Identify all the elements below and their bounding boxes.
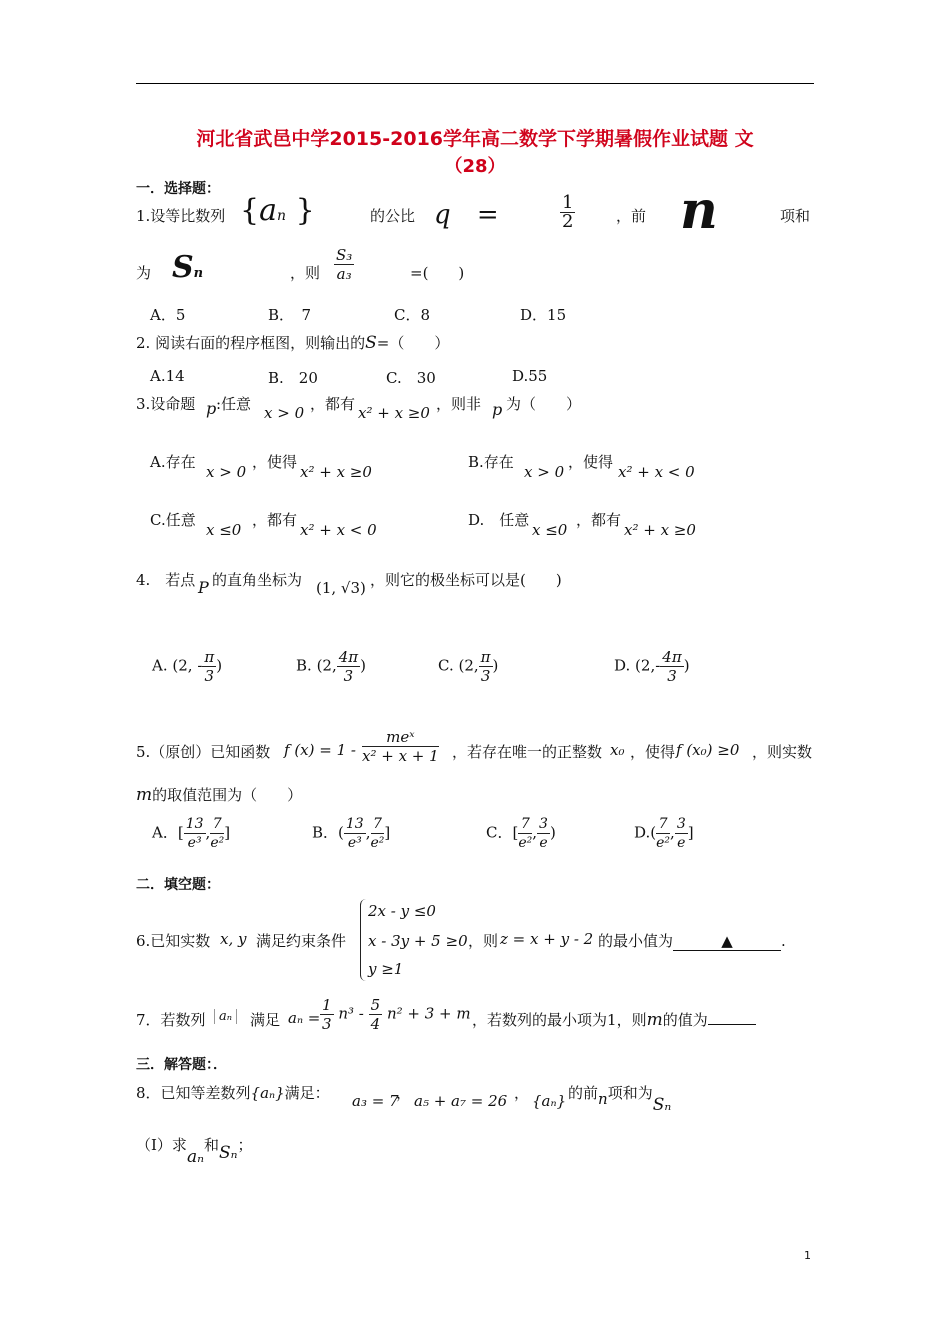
page-title-number: （28）: [444, 156, 506, 177]
q5-a-close: ]: [224, 823, 231, 842]
q7-an: aₙ: [214, 1009, 237, 1024]
q4-option-a[interactable]: [152, 648, 222, 685]
q4-b-den: 3: [343, 667, 354, 685]
q8-sep2: ，: [514, 1084, 530, 1102]
q4-a-post: ): [216, 656, 223, 675]
q2-option-d[interactable]: D.55: [512, 367, 548, 385]
q5-c-d2: e: [539, 835, 548, 851]
q3-colon: :任意: [216, 395, 252, 413]
q3-option-b[interactable]: [468, 451, 514, 472]
q5-b-open: (: [338, 823, 344, 842]
q5-end: ，则实数: [752, 743, 813, 761]
q5-a-n2: 7: [210, 815, 224, 834]
q8-Sn: Sₙ: [652, 1095, 672, 1115]
q8-mid: 满足：: [284, 1084, 330, 1102]
q3-end: 为（ ）: [506, 395, 582, 413]
q5-a-label: A．: [152, 823, 178, 842]
q5-f: f (x) = 1 -: [284, 741, 356, 759]
q5-option-a[interactable]: A．[ $\frac{13}{\text{e³}}$ , $\frac{7}{\text{e²}}$ ]: [152, 816, 231, 851]
header-rule: [136, 83, 814, 84]
q5-x0: x₀: [610, 741, 625, 759]
q1-q: [434, 200, 499, 230]
q5-a-n1: 13: [185, 816, 204, 832]
q7-answer-blank[interactable]: [708, 1010, 756, 1025]
q5-option-c[interactable]: C．[ $\frac{7}{\text{e²}}$ , $\frac{3}{e}$ ): [486, 816, 556, 851]
q7-n2: 5: [370, 996, 381, 1014]
q1-tail: 项和: [780, 207, 811, 225]
q4-end: ，则它的极坐标可以是( ): [370, 571, 562, 589]
q2-S: S: [365, 333, 377, 353]
q4-a-label: A.: [152, 656, 168, 675]
q2-option-b[interactable]: B. 20: [268, 369, 318, 387]
q4-P: P: [198, 578, 209, 597]
q8-part1-a: aₙ: [186, 1147, 204, 1167]
q6-then: ，则: [468, 932, 499, 950]
q4-mid: 的直角坐标为: [212, 571, 303, 589]
q5-frac: [362, 728, 439, 765]
q8-part1: [136, 1134, 253, 1167]
q8-e2: a₅ + a₇ = 26: [414, 1092, 508, 1110]
q3-d-cond: x ≤0: [532, 521, 568, 539]
q3-a-cond: x > 0: [206, 463, 247, 481]
q8-prefix: 8．已知等差数列: [136, 1084, 251, 1102]
q8-part1-S: Sₙ: [218, 1143, 238, 1163]
q5-b-d2: e²: [370, 835, 385, 851]
q8-line: [136, 1082, 330, 1103]
q8-mid3: 项和为: [607, 1084, 653, 1102]
q1-line2-prefix: 为: [136, 264, 152, 282]
q5-option-b[interactable]: B．( $\frac{13}{\text{e³}}$ , $\frac{7}{\text{e²}}$ ]: [312, 816, 391, 851]
q5-num: meˣ: [362, 728, 439, 747]
q4-d-num: 4π: [662, 648, 682, 666]
q1-ratio-text: 的公比: [370, 207, 416, 225]
q4-option-c[interactable]: [438, 648, 498, 685]
q7-end: 的值为: [662, 1011, 708, 1029]
q7-one: 1: [607, 1011, 617, 1029]
q3-b-label: B.存在: [468, 453, 514, 471]
q3-d-label: D. 任意: [468, 511, 530, 529]
q4-c-den: 3: [480, 667, 491, 685]
q8-tail: [568, 1082, 671, 1115]
q1-half-den: 2: [562, 211, 574, 232]
q2-option-c[interactable]: C. 30: [386, 369, 436, 387]
page-title: 河北省武邑中学2015-2016学年高二数学下学期暑假作业试题 文: [196, 128, 754, 150]
q7-an2: aₙ =: [288, 1009, 321, 1027]
q3-c-expr: x² + x < 0: [300, 521, 377, 539]
q3-option-c[interactable]: [150, 509, 196, 530]
q6-end-text: 的最小值为: [598, 932, 674, 950]
q1-option-d[interactable]: D．15: [520, 306, 567, 324]
q1-frac: [334, 246, 354, 283]
q5-a-d1: e³: [187, 835, 202, 851]
q1-then: ，则: [290, 264, 321, 282]
q5-ineq: f (x₀) ≥0: [676, 741, 740, 759]
q7-d2: 4: [370, 1015, 381, 1033]
q1-brace-open: {: [240, 193, 260, 228]
triangle-icon: ▲: [721, 932, 733, 950]
q7-mid: 满足: [250, 1011, 281, 1029]
q3-option-a[interactable]: [150, 451, 196, 472]
q4-d-pre: (2,-: [635, 656, 661, 675]
q1-n-big: n: [680, 180, 718, 241]
q6-c2: x - 3y + 5 ≥0: [368, 932, 468, 950]
q3-mid: ，都有: [310, 395, 356, 413]
q6-mid: 满足约束条件: [256, 932, 347, 950]
q1-eq: =: [476, 200, 499, 230]
q4-d-post: ): [683, 656, 690, 675]
q5-d-d1: e²: [656, 835, 671, 851]
q4-b-post: ): [360, 656, 367, 675]
q4-d-label: D.: [614, 656, 631, 675]
q5-line2-text: 的取值范围为（ ）: [152, 786, 303, 804]
q2-option-a[interactable]: A.14: [150, 367, 185, 385]
q7-d1: 3: [322, 1015, 332, 1033]
q7-mid2: [472, 1009, 756, 1030]
q3-d-mid: ，都有: [576, 511, 622, 529]
q4-a-den: 3: [204, 667, 215, 685]
q3-b-cond: x > 0: [524, 463, 565, 481]
q4-option-b[interactable]: [296, 648, 366, 685]
q3-a-label: A.存在: [150, 453, 196, 471]
q5-c-d1: e²: [518, 835, 533, 851]
q3-a-mid: ，使得: [252, 453, 298, 471]
q1-option-b[interactable]: B． 7: [268, 306, 312, 324]
q5-c-open: [: [512, 823, 519, 842]
q6-vars: x, y: [220, 930, 247, 948]
q5-d-n1: 7: [656, 815, 670, 834]
q5-b-n1: 13: [345, 816, 364, 832]
q1-prefix: 1.设等比数列: [136, 207, 226, 225]
q1-S: [172, 250, 203, 285]
q8-an: {aₙ}: [250, 1084, 285, 1102]
q4-b-pre: (2,: [316, 656, 337, 675]
q1-brace-close: }: [295, 193, 315, 228]
q4-c-post: ): [492, 656, 499, 675]
q7-mid2-text: ，若数列的最小项为: [472, 1011, 608, 1029]
q8-part1-label: （Ⅰ）求: [136, 1136, 187, 1154]
q5-b-label: B．: [312, 823, 339, 842]
q5-c-n2: 3: [539, 816, 548, 832]
q1-frac-den: a₃: [336, 265, 352, 283]
q1-sequence: [240, 193, 315, 228]
q1-a: a: [259, 193, 277, 228]
q6-brace: [360, 899, 367, 981]
q5-den: x² + x + 1: [362, 747, 439, 765]
q3-c-mid: ，都有: [252, 511, 298, 529]
q2-text: [136, 332, 449, 353]
q4-b-label: B.: [296, 656, 312, 675]
q6-z: z = x + y - 2: [500, 930, 594, 948]
q1-q-symbol: q: [434, 200, 451, 230]
q3-prefix: 3.设命题: [136, 395, 196, 413]
q7-m: m: [646, 1010, 663, 1030]
q5-m: m: [136, 785, 153, 805]
q5-d-label: D.: [634, 823, 651, 842]
q6-c1: 2x - y ≤0: [368, 902, 436, 920]
q3-then: ，则非: [436, 395, 482, 413]
q1-line1: [136, 205, 225, 226]
q5-mid2: ，使得: [630, 743, 676, 761]
q4-d-den: 3: [667, 667, 677, 685]
q8-part1-and: 和: [203, 1136, 219, 1154]
q3-c-label: C.任意: [150, 511, 196, 529]
q1-option-c[interactable]: C．8: [394, 306, 431, 324]
section-fill: 二．填空题：: [136, 877, 220, 893]
q4-a-num: π: [204, 648, 215, 666]
q7-t2: n² + 3 + m: [386, 1004, 471, 1023]
q4-prefix: 4. 若点: [136, 571, 196, 589]
q8-e1: a₃ = 7: [352, 1092, 399, 1110]
q7-n1: 1: [322, 996, 332, 1014]
q5-a-open: [: [177, 823, 184, 842]
q8-an2: {aₙ}: [532, 1092, 567, 1110]
q1-end: =( ): [410, 264, 465, 282]
q4-option-d[interactable]: [614, 648, 690, 685]
q6-c3: y ≥1: [368, 960, 404, 978]
q6-period: .: [781, 932, 786, 950]
q5-c-n1: 7: [518, 815, 532, 834]
q5-b-close: ]: [384, 823, 391, 842]
q5-d-d2: e: [677, 835, 686, 851]
q5-line2: [136, 784, 302, 805]
q2-end: =（ ）: [376, 334, 450, 352]
q5-mid: ，若存在唯一的正整数: [452, 743, 603, 761]
page-number: 1: [804, 1249, 811, 1262]
q5-d-close: ]: [687, 823, 694, 842]
q6-prefix: 6.已知实数: [136, 932, 211, 950]
q1-sub-n: n: [276, 208, 287, 224]
q1-front: ，前: [616, 207, 647, 225]
q3-p: p: [206, 399, 217, 418]
q5-option-d[interactable]: D.( $\frac{7}{\text{e²}}$ , $\frac{3}{e}$ ]: [634, 816, 694, 851]
q5-b-d1: e³: [347, 835, 362, 851]
q8-part1-end: ；: [237, 1136, 253, 1154]
q8-mid2: 的前: [568, 1084, 599, 1102]
q1-S-symbol: S: [172, 250, 194, 285]
q5-prefix: 5.（原创）已知函数: [136, 743, 271, 761]
section-answer: 三．解答题：．: [136, 1057, 227, 1073]
q3-c-cond: x ≤0: [206, 521, 242, 539]
q8-sep1: ，: [396, 1084, 412, 1102]
q3-option-d[interactable]: [468, 509, 529, 530]
q7-prefix: 7．若数列: [136, 1011, 206, 1029]
q8-n: n: [598, 1090, 608, 1108]
q5-b-n2: 7: [371, 815, 385, 834]
q4-a-pre: (2, -: [172, 656, 203, 675]
section-choice: 一．选择题：: [136, 181, 220, 197]
q4-coord: (1, √3): [316, 579, 366, 597]
q5-c-label: C．: [486, 823, 513, 842]
q4-c-label: C.: [438, 656, 454, 675]
q2-prefix: 2. 阅读右面的程序框图，则输出的: [136, 334, 366, 352]
q3-d-expr: x² + x ≥0: [624, 521, 696, 539]
q3-a-expr: x² + x ≥0: [300, 463, 372, 481]
q3-b-mid: ，使得: [568, 453, 614, 471]
q1-S-sub: n: [193, 266, 204, 281]
q5-c-close: ): [549, 823, 556, 842]
q5-a-d2: e²: [210, 835, 225, 851]
q1-option-a[interactable]: A．5: [150, 306, 186, 324]
q7-formula: [320, 996, 471, 1033]
q5-d-open: (: [650, 823, 657, 842]
q7-mid3: ，则: [616, 1011, 647, 1029]
q4-b-num: 4π: [338, 648, 359, 666]
q4-c-num: π: [480, 648, 491, 666]
q6-answer-blank[interactable]: [673, 932, 781, 951]
q7-t1: n³ -: [338, 1004, 364, 1023]
q3-expr: x² + x ≥0: [358, 404, 430, 422]
q1-frac-num: S₃: [336, 246, 353, 264]
q5-d-n2: 3: [676, 816, 686, 832]
q3-p2: p: [492, 400, 503, 419]
q6-end: [598, 930, 786, 951]
q3-cond: x > 0: [264, 404, 305, 422]
q1-half-num: 1: [562, 192, 574, 213]
q3-b-expr: x² + x < 0: [618, 463, 695, 481]
q1-half: [560, 194, 575, 231]
q4-c-pre: (2,: [458, 656, 479, 675]
